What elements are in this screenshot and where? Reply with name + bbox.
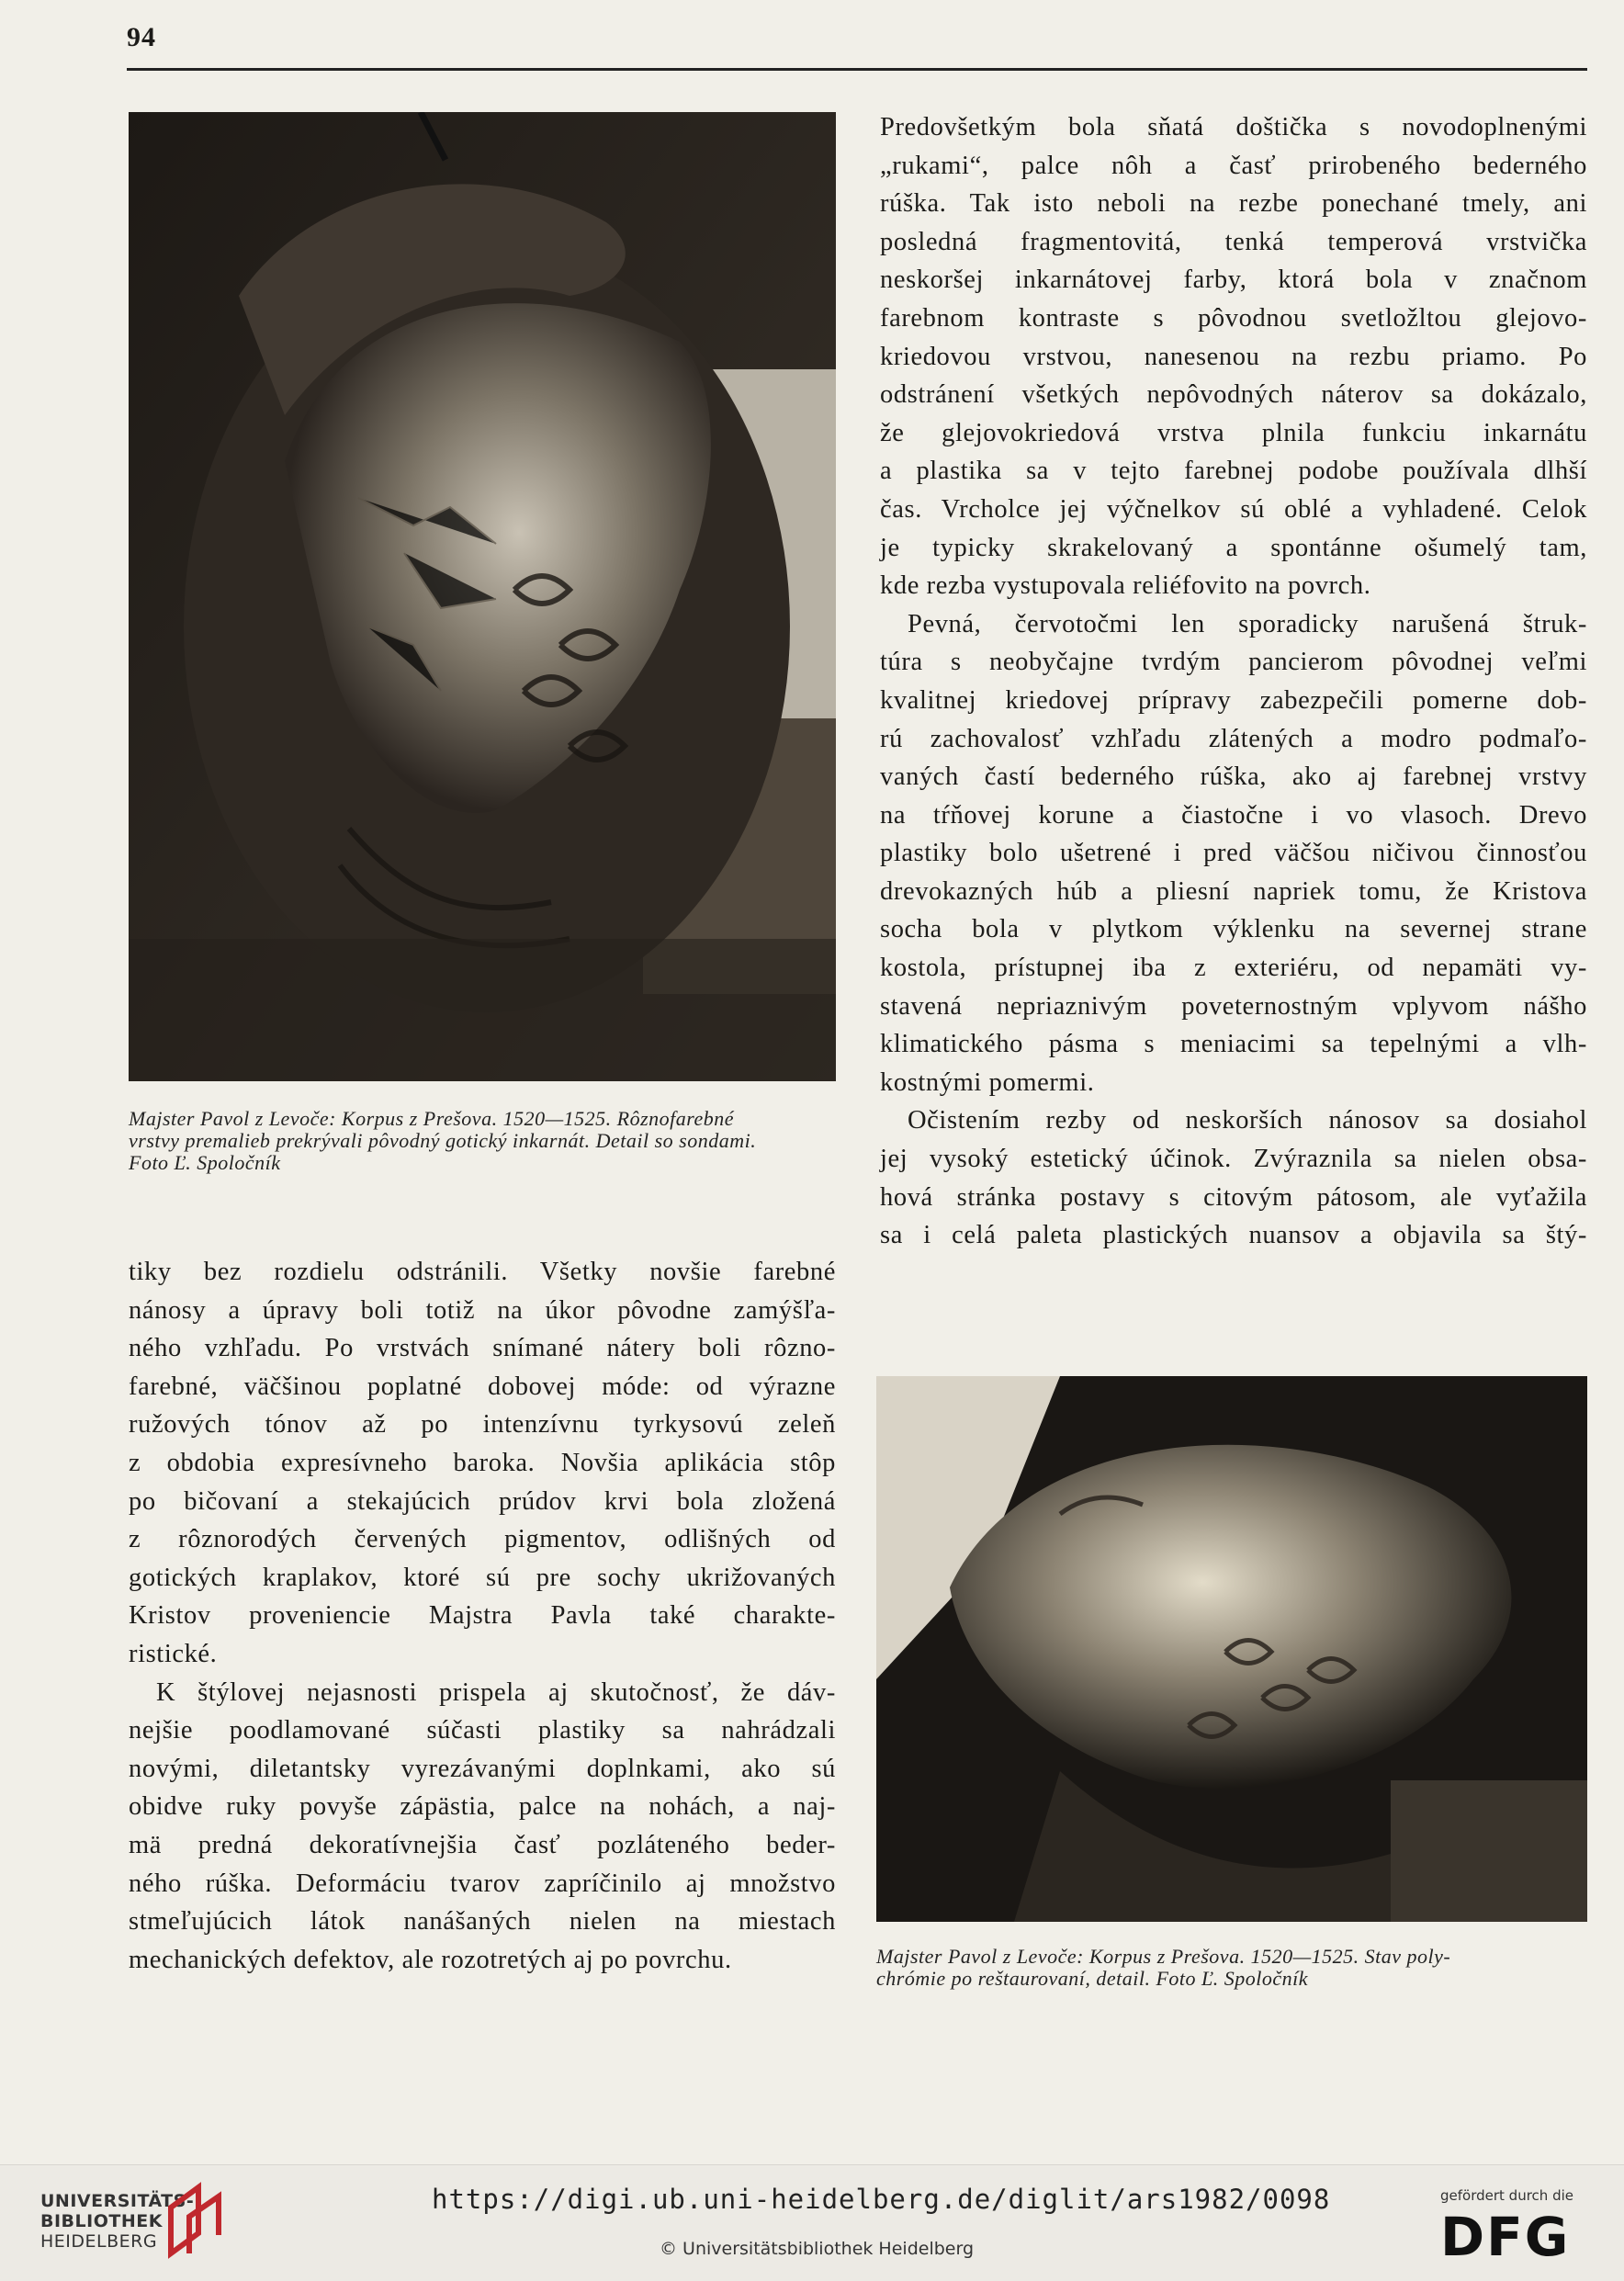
text-line: ného rúška. Deformáciu tvarov zapríčinilo aj množstvo — [129, 1869, 836, 1898]
library-logo-icon[interactable] — [162, 2180, 230, 2259]
text-line: novými, diletantsky vyrezávanými doplnkami, ako sú — [129, 1754, 836, 1783]
text-line: tiky bez rozdielu odstránili. Všetky novšie farebné — [129, 1258, 836, 1286]
caption-line: chrómie po reštaurovaní, detail. Foto Ľ. Spoločník — [876, 1967, 1309, 1990]
caption-line: Majster Pavol z Levoče: Korpus z Prešova. 1520—1525. Stav poly- — [876, 1945, 1451, 1968]
caption-line: Foto Ľ. Spoločník — [129, 1151, 281, 1174]
text-line: mechanických defektov, ale rozotretých aj po povrchu. — [129, 1945, 732, 1974]
text-line: obidve ruky povyše zápästia, palce na nohách, a naj- — [129, 1792, 836, 1822]
text-line: drevokazných húb a pliesní napriek tomu, že Kristova — [880, 876, 1587, 906]
page-number: 94 — [127, 22, 156, 52]
text-line: Predovšetkým bola sňatá doštička s novodoplnenými — [880, 113, 1587, 141]
text-line: „rukami“, palce nôh a časť prirobeného bederného — [880, 151, 1587, 180]
text-line: kvalitnej kriedovej prípravy zabezpečili pomerne dob- — [880, 685, 1587, 715]
text-line: farebné, väčšinou poplatné dobovej móde: od výrazne — [129, 1372, 836, 1401]
text-line: stavená nepriaznivým poveternostným vplyvom nášho — [880, 991, 1587, 1021]
text-line: Očistením rezby od neskorších nánosov sa dosiahol — [908, 1106, 1587, 1135]
text-line: posledná fragmentovitá, tenká temperová vrstvička — [880, 227, 1587, 256]
photo1-caption — [129, 1108, 845, 1174]
text-line: sa i celá paleta plastických nuansov a objavila sa štý- — [880, 1221, 1587, 1250]
document-url-link[interactable]: https://digi.ub.uni-heidelberg.de/diglit/ars1982/0098 — [432, 2184, 1331, 2215]
text-line: ristické. — [129, 1639, 218, 1668]
text-line: farebnom kontraste s pôvodnou svetložltou glejovo- — [880, 303, 1587, 333]
dfg-logo[interactable]: DFG — [1440, 2206, 1571, 2268]
text-line: čas. Vrcholce jej výčnelkov sú oblé a vyhladené. Celok — [880, 494, 1587, 524]
right-text-column — [880, 108, 1587, 1255]
text-line: nánosy a úpravy boli totiž na úkor pôvodne zamýšľa- — [129, 1295, 836, 1325]
photo1-image — [129, 112, 836, 1081]
text-line: kostnými pomermi. — [880, 1067, 1095, 1097]
text-line: hová stránka postavy s citovým pátosom, ale vyťažila — [880, 1182, 1587, 1212]
text-line: Pevná, červotočmi len sporadicky narušená štruk- — [908, 609, 1587, 638]
text-line: K štýlovej nejasnosti prispela aj skutočnosť, že dáv- — [156, 1677, 836, 1707]
text-line: kde rezba vystupovala reliéfovito na povrch. — [880, 571, 1371, 601]
text-line: z rôznorodých červených pigmentov, odlišných od — [129, 1525, 836, 1554]
text-line: po bičovaní a stekajúcich prúdov krvi bola zložená — [129, 1486, 836, 1516]
text-line: nejšie poodlamované súčasti plastiky sa nahrádzali — [129, 1716, 836, 1745]
text-line: Kristov proveniencie Majstra Pavla také charakte- — [129, 1601, 836, 1631]
text-line: gotických kraplakov, ktoré sú pre sochy ukrižovaných — [129, 1563, 836, 1592]
text-line: a plastika sa v tejto farebnej podobe používala dlhší — [880, 457, 1587, 486]
caption-line: vrstvy premalieb prekrývali pôvodný gotický inkarnát. Detail so sondami. — [129, 1129, 757, 1152]
sculpture-photo-detail-with-probes — [129, 112, 836, 1081]
text-line: plastiky bolo ušetrené i pred väčšou ničivou činnosťou — [880, 839, 1587, 868]
caption-line: Majster Pavol z Levoče: Korpus z Prešova. 1520—1525. Rôznofarebné — [129, 1107, 735, 1130]
text-line: rúška. Tak isto neboli na rezbe ponechané tmely, ani — [880, 189, 1587, 219]
text-line: že glejovokriedová vrstva plnila funkciu inkarnátu — [880, 418, 1587, 447]
text-line: klimatického pásma s meniacimi sa tepelnými a vlh- — [880, 1030, 1587, 1059]
logo-line: UNIVERSITÄTS- — [40, 2191, 195, 2211]
text-line: vaných častí bederného rúška, ako aj farebnej vrstvy — [880, 762, 1587, 792]
text-line: jej vysoký estetický účinok. Zvýraznila sa nielen obsa- — [880, 1145, 1587, 1174]
sponsor-label: gefördert durch die — [1440, 2187, 1573, 2204]
text-line: socha bola v plytkom výklenku na severnej strane — [880, 915, 1587, 944]
text-line: ného vzhľadu. Po vrstvách snímané nátery boli rôzno- — [129, 1334, 836, 1363]
text-line: na tŕňovej korune a čiastočne i vo vlasoch. Drevo — [880, 800, 1587, 830]
logo-line: BIBLIOTHEK — [40, 2211, 163, 2231]
copyright-notice: © Universitätsbibliothek Heidelberg — [660, 2239, 975, 2259]
text-line: neskoršej inkarnátovej farby, ktorá bola v značnom — [880, 265, 1587, 295]
logo-line: HEIDELBERG — [40, 2231, 158, 2252]
text-line: mä predná dekoratívnejšia časť pozláteného beder- — [129, 1830, 836, 1859]
text-line: odstránení všetkých nepôvodných náterov sa dokázalo, — [880, 380, 1587, 410]
photo2-caption — [876, 1946, 1593, 1990]
text-line: stmeľujúcich látok nanášaných nielen na miestach — [129, 1907, 836, 1937]
left-text-column — [129, 1253, 836, 1979]
text-line: z obdobia expresívneho baroka. Novšia aplikácia stôp — [129, 1448, 836, 1477]
footer-bar — [0, 2164, 1624, 2281]
header-rule — [127, 68, 1587, 71]
text-line: túra s neobyčajne tvrdým pancierom pôvodnej veľmi — [880, 648, 1587, 677]
sculpture-photo-after-restoration — [876, 1376, 1587, 1922]
text-line: ružových tónov až po intenzívnu tyrkysovú zeleň — [129, 1410, 836, 1440]
text-line: rú zachovalosť vzhľadu zlátených a modro podmaľo- — [880, 724, 1587, 753]
text-line: kostola, prístupnej iba z exteriéru, od nepamäti vy- — [880, 954, 1587, 983]
text-line: kriedovou vrstvou, nanesenou na rezbu priamo. Po — [880, 342, 1587, 371]
photo2-image — [876, 1376, 1587, 1922]
text-line: je typicky skrakelovaný a spontánne ošumelý tam, — [880, 533, 1587, 562]
